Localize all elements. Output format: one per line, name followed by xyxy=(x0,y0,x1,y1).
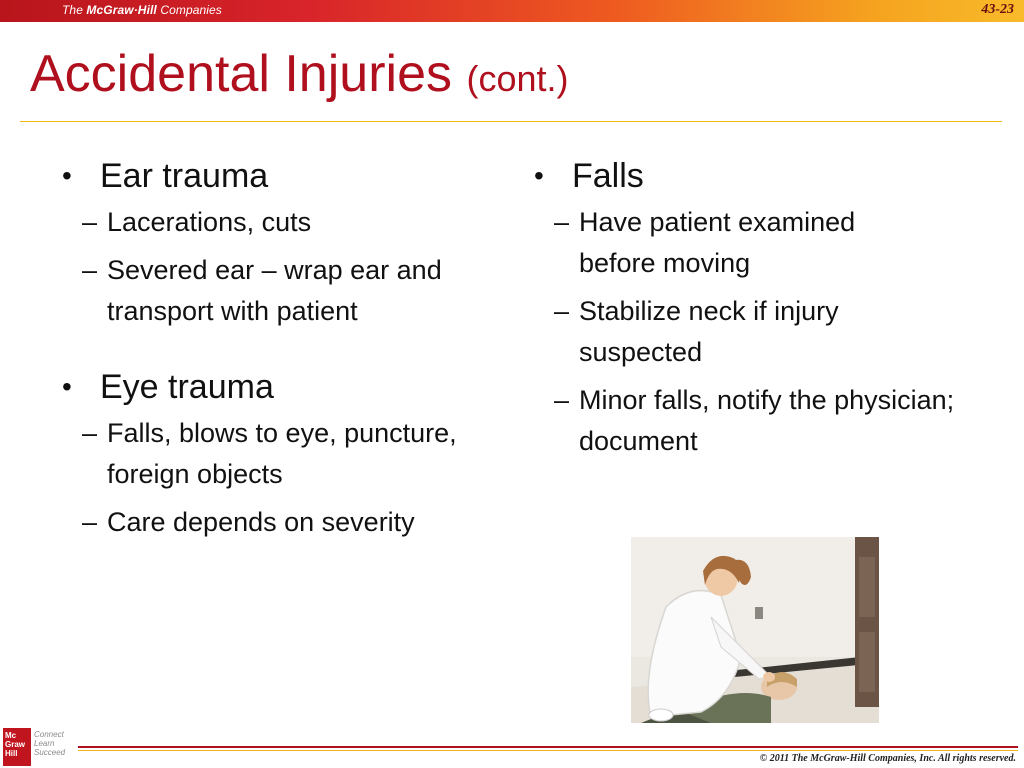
tagline xyxy=(34,730,65,757)
brand-prefix: The xyxy=(62,3,83,17)
brand-suffix: Companies xyxy=(160,3,222,17)
sub-bullet-item xyxy=(62,413,492,495)
footer-rule xyxy=(78,746,1018,748)
brand-banner xyxy=(62,3,222,17)
dash-icon: – xyxy=(554,207,570,237)
title-main: Accidental Injuries xyxy=(30,45,452,103)
sub-bullet-item xyxy=(62,202,492,243)
bullet-label: Eye trauma xyxy=(100,368,274,406)
slide-number: 43-23 xyxy=(981,2,1014,17)
dash-icon: – xyxy=(82,507,98,537)
tagline-line: Succeed xyxy=(34,748,66,757)
sub-bullet-text: Minor falls, notify the physician; document xyxy=(579,385,955,456)
bullet-label: Falls xyxy=(572,157,644,195)
footer-rule-accent xyxy=(78,750,1018,751)
sub-bullet-text: Stabilize neck if injury suspected xyxy=(579,296,839,367)
logo-line: Hill xyxy=(5,749,18,758)
bullet-item xyxy=(62,150,492,202)
sub-bullet-item xyxy=(534,380,964,462)
sub-bullet-item xyxy=(534,291,964,373)
copyright-notice: © 2011 The McGraw-Hill Companies, Inc. All rights reserved. xyxy=(759,753,1016,764)
tagline-line: Connect xyxy=(34,730,64,739)
sub-bullet-text: Lacerations, cuts xyxy=(107,207,312,237)
dash-icon: – xyxy=(82,207,98,237)
mcgraw-hill-logo xyxy=(3,728,31,766)
photo-fallen-patient xyxy=(631,537,879,723)
bullet-label: Ear trauma xyxy=(100,157,269,195)
bullet-dot-icon: • xyxy=(62,371,72,402)
sub-bullet-text: Falls, blows to eye, puncture, foreign objects xyxy=(107,418,457,489)
dash-icon: – xyxy=(82,418,98,448)
bullet-item xyxy=(62,361,492,413)
sub-bullet-item xyxy=(534,202,939,284)
sub-bullet-item xyxy=(62,250,492,332)
sub-bullet-item xyxy=(62,502,492,543)
title-rule xyxy=(20,121,1002,122)
photo-illustration xyxy=(631,537,879,723)
slide-title xyxy=(30,45,569,103)
brand-name: McGraw·Hill xyxy=(86,3,157,17)
left-bullet-column xyxy=(62,150,492,550)
dash-icon: – xyxy=(554,296,570,326)
right-bullet-column xyxy=(534,150,964,469)
sub-bullet-text: Severed ear – wrap ear and transport with patient xyxy=(107,255,442,326)
title-sub: (cont.) xyxy=(466,58,569,99)
dash-icon: – xyxy=(554,385,570,415)
bullet-dot-icon: • xyxy=(534,160,544,191)
dash-icon: – xyxy=(82,255,98,285)
logo-line: Graw xyxy=(5,740,26,749)
sub-bullet-text: Have patient examined before moving xyxy=(579,207,856,278)
bullet-dot-icon: • xyxy=(62,160,72,191)
bullet-item xyxy=(534,150,964,202)
sub-bullet-text: Care depends on severity xyxy=(107,507,415,537)
logo-line: Mc xyxy=(5,731,17,740)
tagline-line: Learn xyxy=(34,739,55,748)
header-banner xyxy=(0,0,1024,22)
